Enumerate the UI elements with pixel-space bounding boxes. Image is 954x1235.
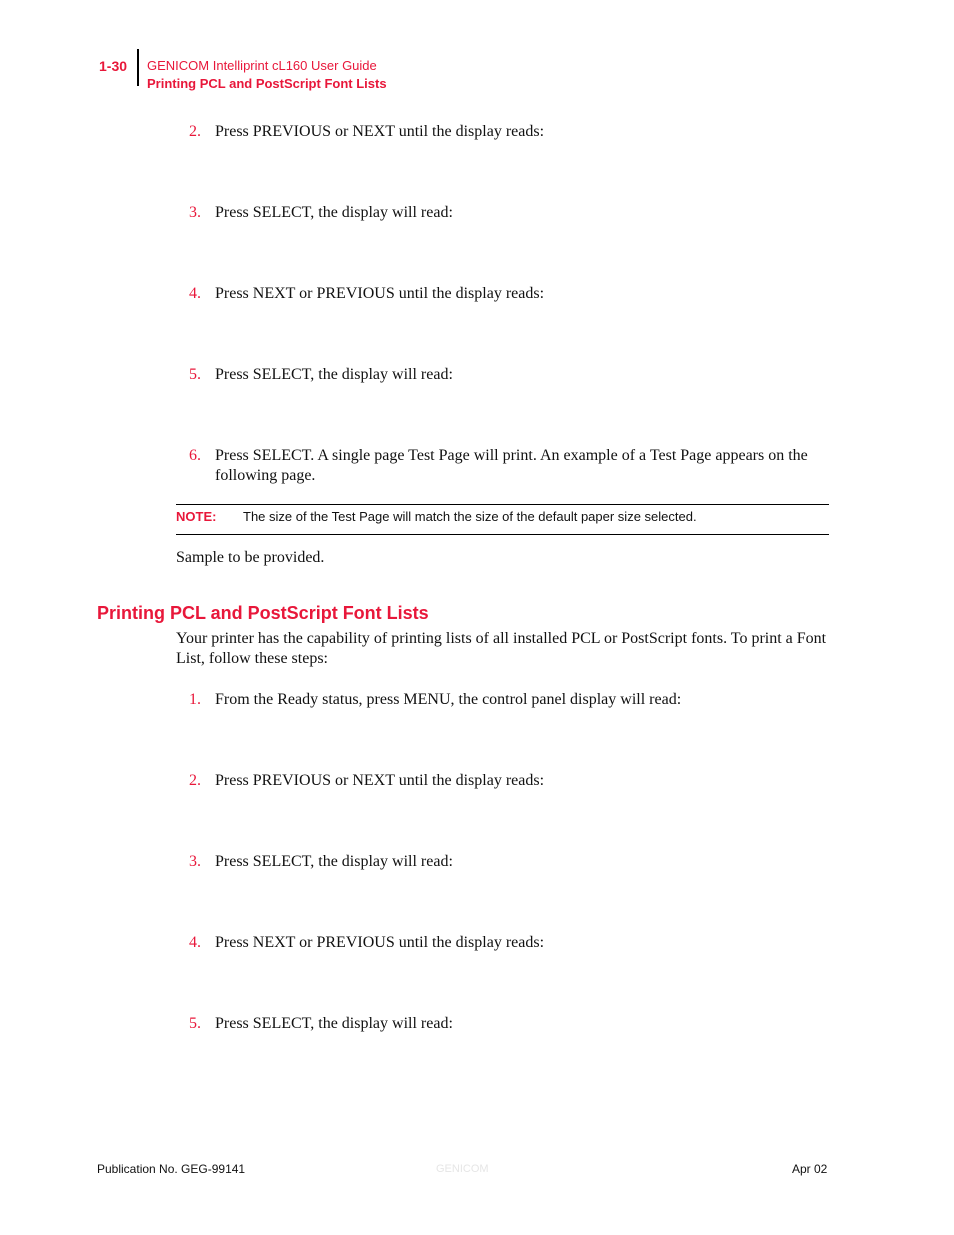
step-text: Press SELECT, the display will read: [215,366,453,383]
step-text: Press PREVIOUS or NEXT until the display reads: [215,123,545,140]
test-step [176,446,836,486]
guide-title: GENICOM Intelliprint cL160 User Guide [147,58,377,73]
step-text: Press SELECT, the display will read: [215,853,453,870]
step-text: Press NEXT or PREVIOUS until the display reads: [215,285,545,302]
sample-text: Sample to be provided. [176,549,325,566]
test-step [176,365,836,385]
test-step [176,203,836,223]
step-number: 3. [189,853,201,870]
step-number: 5. [189,366,201,383]
step-text: Press PREVIOUS or NEXT until the display reads: [215,772,545,789]
step-number: 1. [189,691,201,708]
page-number: 1-30 [99,58,128,74]
publication-number: Publication No. GEG-99141 [97,1162,246,1176]
font-list-step [176,690,836,710]
section-heading: Printing PCL and PostScript Font Lists [97,603,429,623]
step-text: Press SELECT, the display will read: [215,1015,453,1032]
note-text: The size of the Test Page will match the size of the default paper size selected. [243,509,697,524]
test-step [176,284,836,304]
note-label: NOTE: [176,509,217,524]
step-number: 4. [189,934,201,951]
step-text: From the Ready status, press MENU, the control panel display will read: [215,691,682,708]
step-number: 2. [189,123,201,140]
font-list-step [176,933,836,953]
note-top-rule [176,504,829,505]
step-text: Press SELECT. A single page Test Page will print. An example of a Test Page appears on the following page. [215,447,808,484]
section-intro: Your printer has the capability of printing lists of all installed PCL or PostScript fonts. To print a Font List, follow these steps: [176,630,827,667]
header-divider [137,49,139,86]
step-text: Press NEXT or PREVIOUS until the display reads: [215,934,545,951]
publication-date: Apr 02 [792,1162,828,1176]
font-list-step [176,771,836,791]
step-number: 6. [189,447,201,464]
font-list-step [176,1014,836,1034]
font-list-step [176,852,836,872]
note-bottom-rule [176,534,829,535]
step-number: 4. [189,285,201,302]
step-text: Press SELECT, the display will read: [215,204,453,221]
step-number: 3. [189,204,201,221]
step-number: 5. [189,1015,201,1032]
footer-watermark-logo: GENICOM [436,1163,489,1175]
test-step [176,122,836,142]
running-section-title: Printing PCL and PostScript Font Lists [147,76,387,91]
step-number: 2. [189,772,201,789]
